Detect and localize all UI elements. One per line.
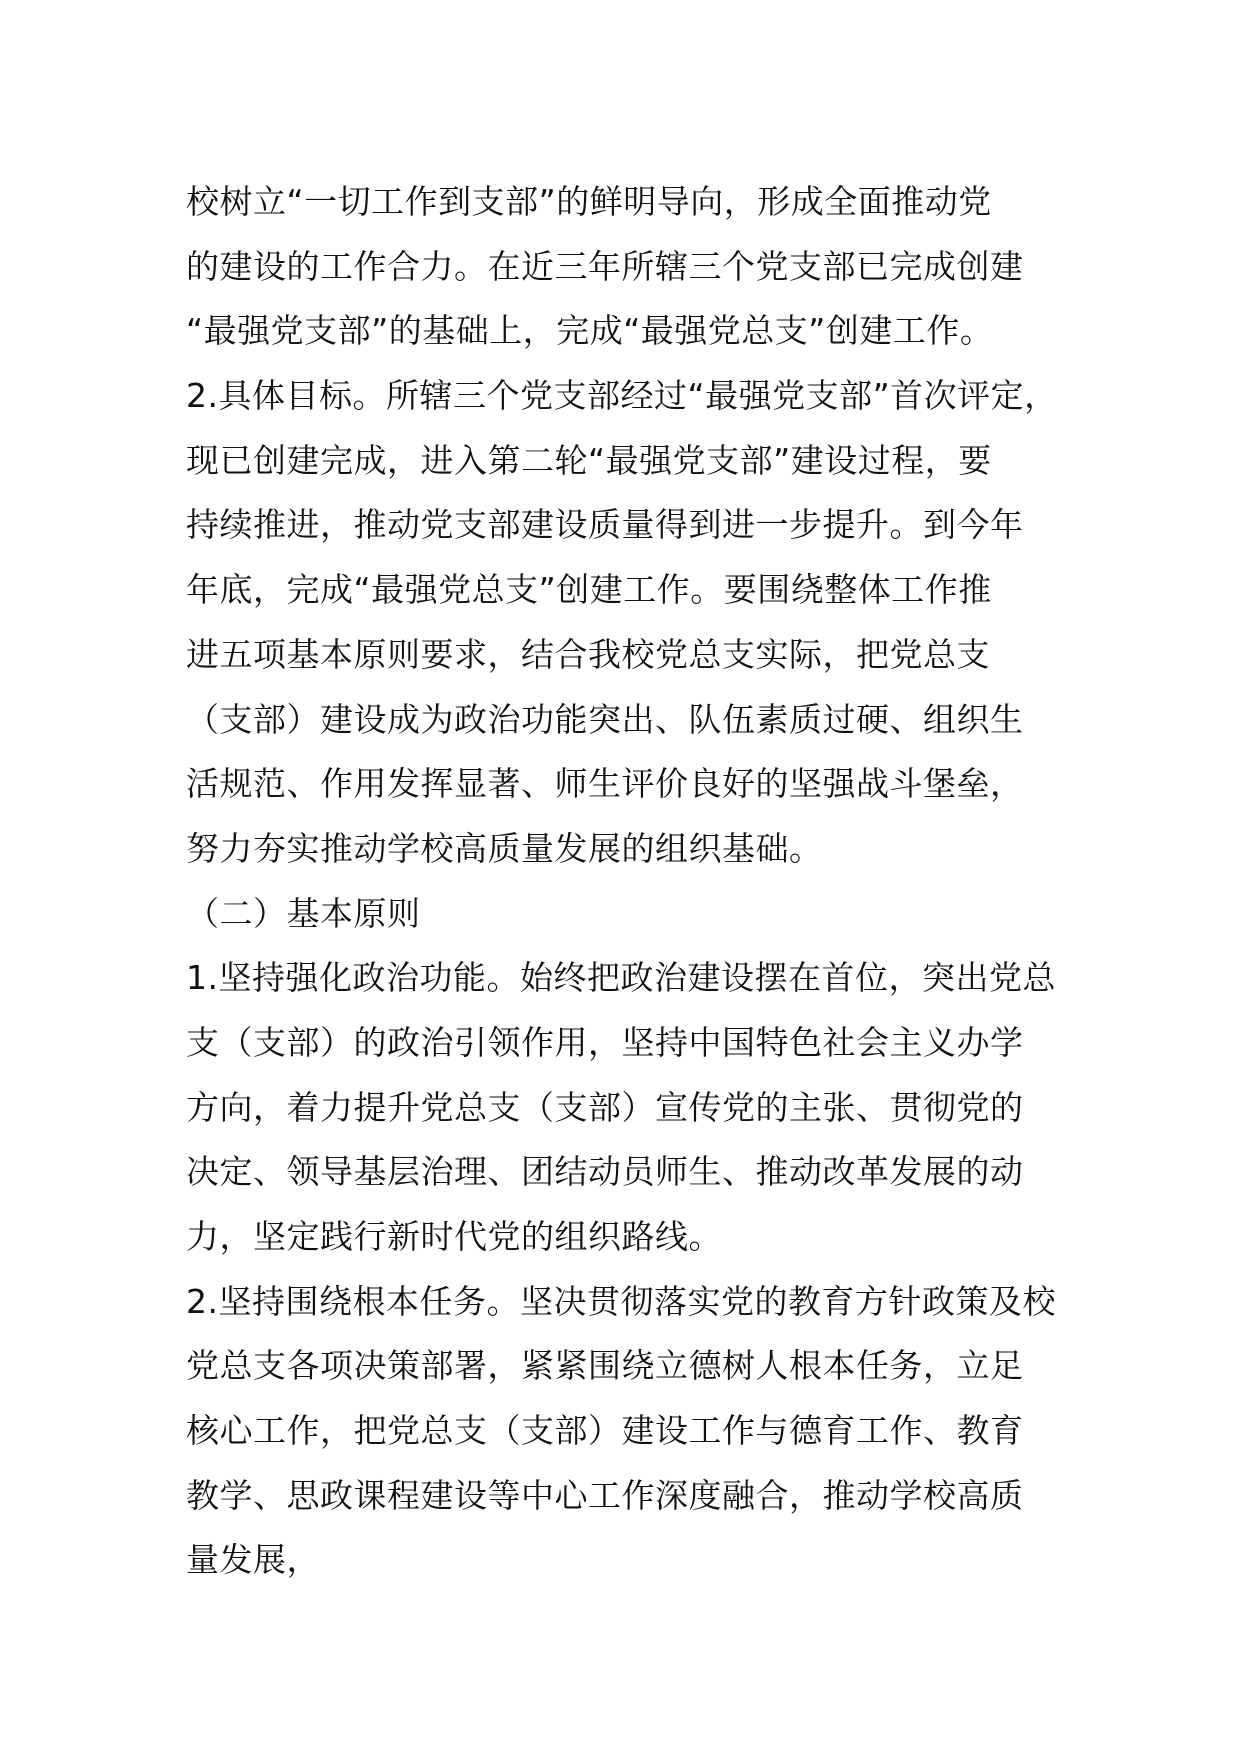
text-line: “最强党支部”的基础上，完成“最强党总支”创建工作。 bbox=[186, 311, 994, 351]
text-line: 2.坚持围绕根本任务。坚决贯彻落实党的教育方针政策及校 bbox=[186, 1281, 1056, 1321]
text-line: 党总支各项决策部署，紧紧围绕立德树人根本任务，立足 bbox=[186, 1346, 1024, 1386]
text-line: 方向，着力提升党总支（支部）宣传党的主张、贯彻党的 bbox=[186, 1087, 1024, 1127]
text-line: 校树立“一切工作到支部”的鲜明导向，形成全面推动党 bbox=[186, 182, 992, 221]
text-line: 教学、思政课程建设等中心工作深度融合，推动学校高质 bbox=[186, 1475, 1024, 1515]
text-line: 量发展， bbox=[186, 1540, 320, 1580]
text-line: 1.坚持强化政治功能。始终把政治建设摆在首位，突出党总 bbox=[186, 958, 1056, 998]
text-line: 力，坚定践行新时代党的组织路线。 bbox=[186, 1217, 722, 1256]
text-line: 决定、领导基层治理、团结动员师生、推动改革发展的动 bbox=[186, 1152, 1024, 1192]
text-line: 的建设的工作合力。在近三年所辖三个党支部已完成创建 bbox=[186, 246, 1024, 286]
text-line: 支（支部）的政治引领作用，坚持中国特色社会主义办学 bbox=[186, 1022, 1024, 1062]
text-line: 核心工作，把党总支（支部）建设工作与德育工作、教育 bbox=[186, 1411, 1024, 1451]
text-line: 2.具体目标。所辖三个党支部经过“最强党支部”首次评定， bbox=[186, 376, 1058, 416]
text-line: 进五项基本原则要求，结合我校党总支实际，把党总支 bbox=[186, 634, 990, 674]
body-text bbox=[186, 170, 1086, 1593]
text-line: 年底，完成“最强党总支”创建工作。要围绕整体工作推 bbox=[186, 570, 992, 610]
text-line: 活规范、作用发挥显著、师生评价良好的坚强战斗堡垒， bbox=[186, 764, 1024, 804]
text-line: 努力夯实推动学校高质量发展的组织基础。 bbox=[186, 828, 823, 868]
text-line: 持续推进，推动党支部建设质量得到进一步提升。到今年 bbox=[186, 505, 1024, 545]
text-line: （支部）建设成为政治功能突出、队伍素质过硬、组织生 bbox=[186, 699, 1024, 739]
section-heading: （二）基本原则 bbox=[186, 893, 421, 933]
text-line: 现已创建完成，进入第二轮“最强党支部”建设过程，要 bbox=[186, 440, 992, 480]
